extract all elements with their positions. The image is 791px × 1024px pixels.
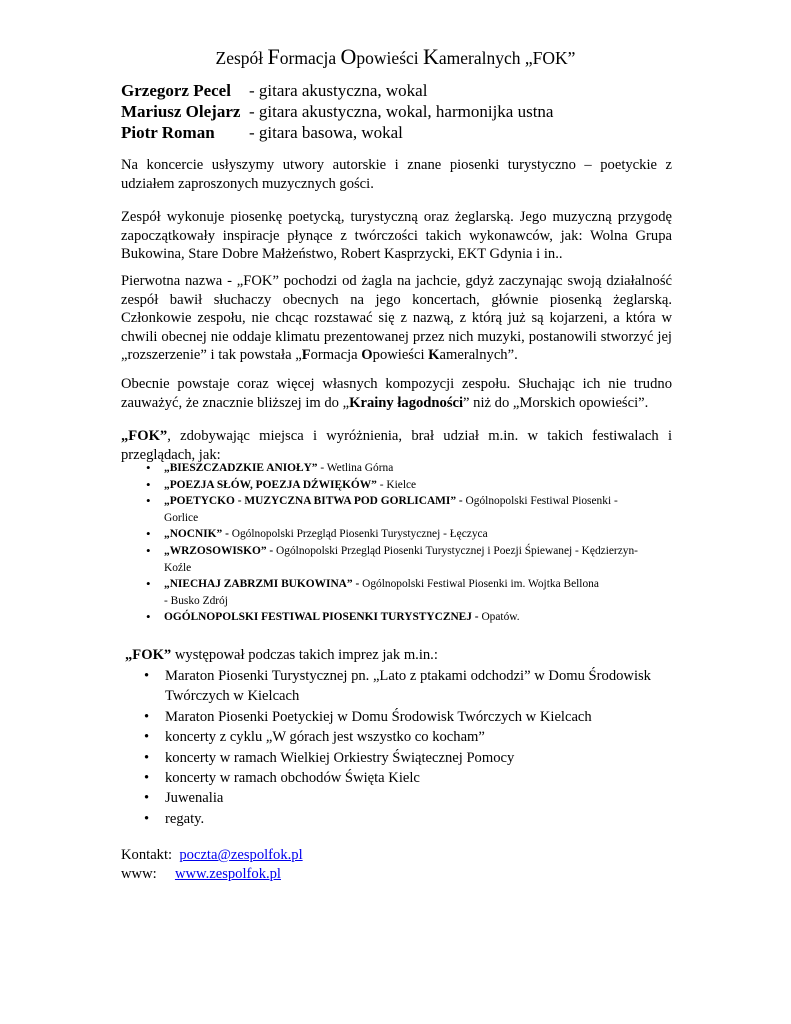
title-text: powieści [356,48,424,68]
list-item: • Juwenalia [140,788,680,808]
member-row [121,101,553,122]
contact-block [121,846,303,884]
list-item: • „NOCNIK” - Ogólnopolski Przegląd Piosenki Turystycznej - Łęczyca [140,526,680,543]
member-name: Mariusz Olejarz [121,102,241,121]
list-item: • Maraton Piosenki Turystycznej pn. „Lato z ptakami odchodzi” w Domu Środowisk Twórczych w Kielcach [140,666,680,707]
title-text: ameralnych „FOK” [438,48,576,68]
member-role: - gitara akustyczna, wokal [249,81,428,100]
title-initial: F [267,44,280,69]
paragraph-name-origin: Pierwotna nazwa - „FOK” pochodzi od żagla na jachcie, gdyż zaczynając swoją działalność zespół bawił słuchaczy obecnych na jego koncertach, głównie piosenką żeglarską. Członkowie zespołu, nie chcąc rozstawać się z nazwą, z którą już są kojarzeni, a która w chwili obecnej nie oddaje klimatu prezentowanej przez nich muzyki, postanowili stworzyć jej „rozszerzenie” i tak powstała „Formacja Opowieści Kameralnych”. [121,273,672,364]
title-text: Zespół [215,48,268,68]
list-item: • koncerty z cyklu „W górach jest wszystko co kocham” [140,727,680,747]
title-initial: O [340,44,357,69]
list-item: • koncerty w ramach obchodów Święta Kielc [140,768,680,788]
member-name: Piotr Roman [121,123,215,142]
list-item: • „POETYCKO - MUZYCZNA BITWA POD GORLICAMI” - Ogólnopolski Festiwal Piosenki - Gorlice [140,493,680,526]
paragraph-compositions: Obecnie powstaje coraz więcej własnych kompozycji zespołu. Słuchając ich nie trudno zauważyć, że znacznie bliższej im do „Krainy łagodności” niż do „Morskich opowieści”. [121,376,672,411]
member-role: - gitara basowa, wokal [249,123,403,142]
paragraph-intro: Na koncercie usłyszymy utwory autorskie i znane piosenki turystyczno – poetyckie z udziałem zaproszonych muzycznych gości. [121,157,672,192]
title-initial: K [423,44,439,69]
member-name: Grzegorz Pecel [121,81,231,100]
website-link[interactable]: www.zespolfok.pl [174,866,281,882]
www-label: www: [121,866,157,882]
list-item: • „WRZOSOWISKO” - Ogólnopolski Przegląd Piosenki Turystycznej i Poezji Śpiewanej - Kędzierzyn- Koźle [140,543,680,576]
paragraph-festivals-intro: „FOK”, zdobywając miejsca i wyróżnienia, brał udział m.in. w takich festiwalach i przeglądach, jak: [121,428,672,463]
page-title [0,44,791,70]
list-item: • regaty. [140,809,680,829]
title-text: ormacja [279,48,341,68]
events-list [140,666,680,829]
member-role: - gitara akustyczna, wokal, harmonijka ustna [249,102,554,121]
paragraph-events-intro: „FOK” występował podczas takich imprez jak m.in.: [125,647,438,663]
member-row [121,80,553,101]
list-item: • Maraton Piosenki Poetyckiej w Domu Środowisk Twórczych w Kielcach [140,707,680,727]
contact-www-row [121,865,303,884]
list-item: • OGÓLNOPOLSKI FESTIWAL PIOSENKI TURYSTYCZNEJ - Opatów. [140,609,680,626]
member-row [121,122,553,143]
contact-email-row [121,846,303,865]
paragraph-repertoire: Zespół wykonuje piosenkę poetycką, turystyczną oraz żeglarską. Jego muzyczną przygodę zapoczątkowały inspiracje płynące z twórczości takich wykonawców, jak: Wolna Grupa Bukowina, Stare Dobre Małżeństwo, Robert Kasprzycki, EKT Gdynia i in.. [121,209,672,263]
list-item: • „NIECHAJ ZABRZMI BUKOWINA” - Ogólnopolski Festiwal Piosenki im. Wojtka Bellona - Busko Zdrój [140,576,680,609]
list-item: • „POEZJA SŁÓW, POEZJA DŹWIĘKÓW” - Kielce [140,477,680,494]
list-item: • koncerty w ramach Wielkiej Orkiestry Świątecznej Pomocy [140,748,680,768]
email-link[interactable]: poczta@zespolfok.pl [179,847,303,863]
contact-label: Kontakt: [121,847,173,863]
members-list [121,80,553,143]
festival-list [140,460,680,626]
list-item: • „BIESZCZADZKIE ANIOŁY” - Wetlina Górna [140,460,680,477]
